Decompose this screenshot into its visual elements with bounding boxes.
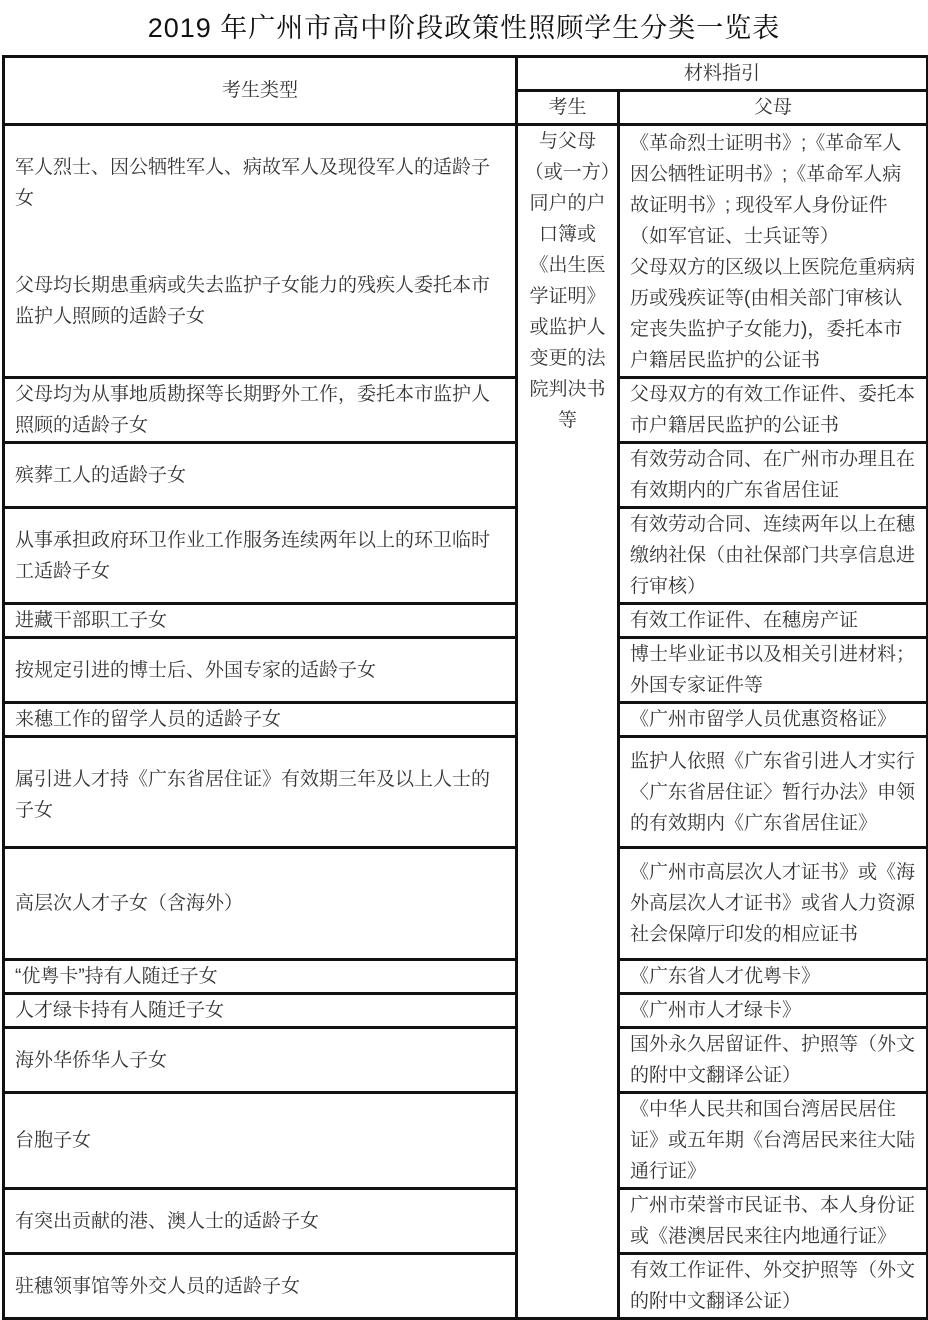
category-cell: 有突出贡献的港、澳人士的适龄子女: [4, 1189, 517, 1254]
parents-cell: 博士毕业证书以及相关引进材料；外国专家证件等: [619, 638, 928, 703]
parents-cell: 有效工作证件、外交护照等（外文的附中文翻译公证）: [619, 1254, 928, 1319]
table-row: [4, 125, 928, 378]
header-materials: 材料指引: [517, 57, 928, 91]
parents-cell: 《广州市留学人员优惠资格证》: [619, 703, 928, 737]
table-row: [4, 1189, 928, 1254]
category-text: 父母均长期患重病或失去监护子女能力的残疾人委托本市监护人照顾的适龄子女: [15, 275, 491, 327]
parents-cell: 《广东省人才优粤卡》: [619, 960, 928, 994]
table-row: [4, 638, 928, 703]
category-cell: [4, 125, 517, 378]
category-cell: 殡葬工人的适龄子女: [4, 443, 517, 508]
student-materials-cell: 与父母（或一方）同户的户口簿或《出生医学证明》或监护人变更的法院判决书等: [517, 125, 619, 1319]
header-parents: 父母: [619, 91, 928, 125]
table-row: [4, 960, 928, 994]
parents-text: 《革命烈士证明书》;《革命军人因公牺牲证明书》;《革命军人病故证明书》; 现役军人身份证件（如军官证、士兵证等）: [630, 133, 902, 247]
table-row: [4, 737, 928, 848]
table-row: [4, 443, 928, 508]
category-cell: 海外华侨华人子女: [4, 1028, 517, 1093]
category-cell: 来穗工作的留学人员的适龄子女: [4, 703, 517, 737]
parents-cell: 《广州市人才绿卡》: [619, 994, 928, 1028]
parents-cell: [619, 125, 928, 378]
parents-cell: 《广州市高层次人才证书》或《海外高层次人才证书》或省人力资源社会保障厅印发的相应证书: [619, 848, 928, 960]
header-student: 考生: [517, 91, 619, 125]
category-cell: 高层次人才子女（含海外）: [4, 848, 517, 960]
category-cell: 属引进人才持《广东省居住证》有效期三年及以上人士的子女: [4, 737, 517, 848]
policy-table: [2, 55, 928, 1320]
table-row: [4, 1028, 928, 1093]
category-cell: 人才绿卡持有人随迁子女: [4, 994, 517, 1028]
category-cell: 驻穗领事馆等外交人员的适龄子女: [4, 1254, 517, 1319]
table-row: [4, 703, 928, 737]
parents-cell: 父母双方的有效工作证件、委托本市户籍居民监护的公证书: [619, 378, 928, 443]
category-cell: 按规定引进的博士后、外国专家的适龄子女: [4, 638, 517, 703]
parents-cell: 《中华人民共和国台湾居民居住证》或五年期《台湾居民来往大陆通行证》: [619, 1093, 928, 1189]
parents-cell: 广州市荣誉市民证书、本人身份证或《港澳居民来往内地通行证》: [619, 1189, 928, 1254]
parents-cell: 有效劳动合同、连续两年以上在穗缴纳社保（由社保部门共享信息进行审核）: [619, 508, 928, 604]
table-row: [4, 508, 928, 604]
header-category: 考生类型: [4, 57, 517, 125]
parents-text: 父母双方的区级以上医院危重病病历或残疾证等(由相关部门审核认定丧失监护子女能力)，委托本市户籍居民监护的公证书: [630, 257, 916, 371]
parents-cell: 国外永久居留证件、护照等（外文的附中文翻译公证）: [619, 1028, 928, 1093]
parents-cell: 有效劳动合同、在广州市办理且在有效期内的广东省居住证: [619, 443, 928, 508]
category-cell: 父母均为从事地质勘探等长期野外工作，委托本市监护人照顾的适龄子女: [4, 378, 517, 443]
table-row: [4, 1254, 928, 1319]
category-cell: 从事承担政府环卫作业工作服务连续两年以上的环卫临时工适龄子女: [4, 508, 517, 604]
category-text: 军人烈士、因公牺牲军人、病故军人及现役军人的适龄子女: [15, 157, 491, 209]
table-row: [4, 1093, 928, 1189]
category-cell: “优粤卡”持有人随迁子女: [4, 960, 517, 994]
document-title: 2019 年广州市高中阶段政策性照顾学生分类一览表: [147, 13, 781, 43]
category-cell: 进藏干部职工子女: [4, 604, 517, 638]
table-row: [4, 378, 928, 443]
table-row: [4, 604, 928, 638]
parents-cell: 监护人依照《广东省引进人才实行〈广东省居住证〉暂行办法》申领的有效期内《广东省居住证》: [619, 737, 928, 848]
category-cell: 台胞子女: [4, 1093, 517, 1189]
table-row: [4, 848, 928, 960]
parents-cell: 有效工作证件、在穗房产证: [619, 604, 928, 638]
table-row: [4, 994, 928, 1028]
